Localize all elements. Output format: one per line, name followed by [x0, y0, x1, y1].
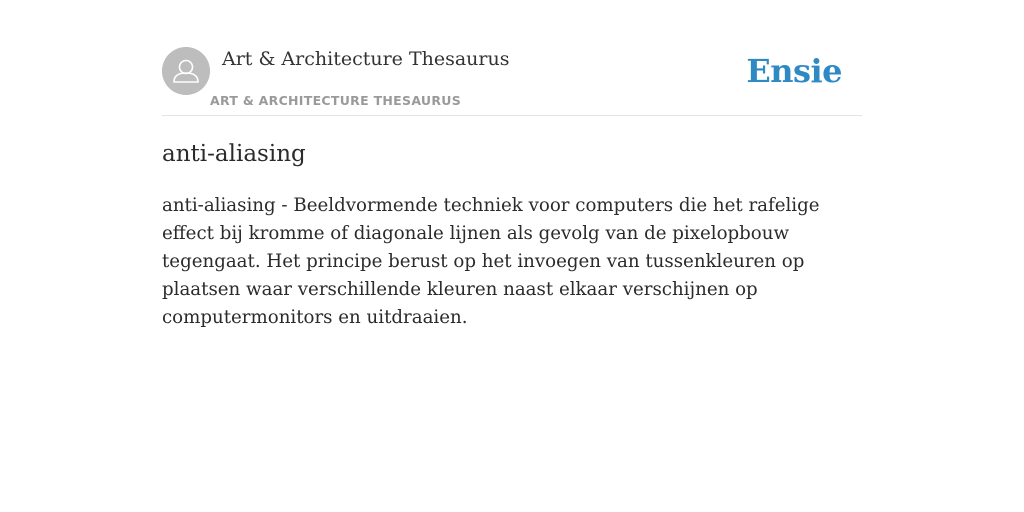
ensie-logo[interactable]: Ensie	[746, 52, 842, 90]
user-placeholder-icon	[162, 47, 210, 95]
source-label[interactable]: ART & ARCHITECTURE THESAURUS	[210, 93, 462, 108]
entry-header	[162, 47, 862, 116]
definition-text: anti-aliasing - Beeldvormende techniek voor computers die het rafelige effect bij kromme of diagonale lijnen als gevolg van de pixelopbouw tegengaat. Het principe berust op het invoegen van tussenkleuren op plaatsen waar verschillende kleuren naast elkaar verschijnen op computermonitors en uitdraaien.	[162, 195, 820, 328]
avatar[interactable]	[162, 47, 210, 95]
author-name[interactable]: Art & Architecture Thesaurus	[222, 48, 510, 70]
page-title: anti-aliasing	[162, 141, 306, 167]
